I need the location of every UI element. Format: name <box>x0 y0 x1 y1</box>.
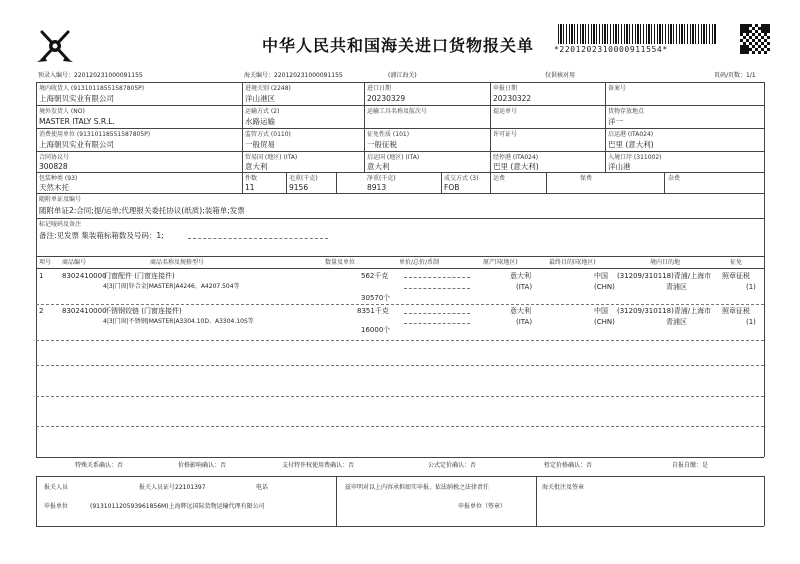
goods-district2: 青浦区 <box>666 283 687 291</box>
page-title: 中华人民共和国海关进口货物报关单 <box>262 36 535 55</box>
freight-label: 运费 <box>493 175 506 182</box>
entry-port-label: 进境关别 (2248) <box>245 85 291 92</box>
levy-nature-label: 征免性质 (101) <box>367 131 410 138</box>
entry-gate-label: 入境口岸 (311002) <box>608 154 662 161</box>
customs-number: 海关编号：220120231000091155 <box>244 72 343 79</box>
package-type-value: 天然木托 <box>39 183 69 192</box>
loading-port-value: 巴里 (意大利) <box>608 140 654 149</box>
entry-port-value: 洋山港区 <box>245 94 275 103</box>
transport-mode-value: 水路运输 <box>245 117 275 126</box>
gross-weight-value: 9156 <box>289 183 309 192</box>
transit-port-value: 巴里 (意大利) <box>493 162 539 171</box>
storage-label: 货物存放地点 <box>608 108 645 115</box>
goods-qty2: 16000个 <box>361 326 391 334</box>
goods-dest: 中国 <box>594 307 608 315</box>
qr-code <box>740 24 770 54</box>
goods-origin: 意大利 <box>510 272 531 280</box>
declarant-id: 报关人员证号22101397 <box>139 484 206 491</box>
col-origin: 原产国(地区) <box>483 259 518 266</box>
loading-port-label: 启运港 (ITA024) <box>608 131 654 138</box>
declare-date-label: 申报日期 <box>493 85 518 92</box>
transport-mode-label: 运输方式 (2) <box>245 108 280 115</box>
provisional-price-confirm: 暂定价格确认：否 <box>544 462 593 469</box>
goods-code: 8302410000 <box>62 307 107 315</box>
contract-label: 合同协议号 <box>39 154 70 161</box>
declare-unit-value: (913101120593961856M)上海辉远国际货物运输代理有限公司 <box>90 503 265 510</box>
goods-dest-code: (CHN) <box>594 318 615 326</box>
goods-origin-code: (ITA) <box>516 283 533 291</box>
vessel-label: 运输工具名称及航次号 <box>367 108 428 115</box>
deal-mode-value: FOB <box>444 183 460 192</box>
goods-qty1: 8351千克 <box>357 307 389 315</box>
goods-district: (31209/310118)青浦/上海市 <box>617 272 712 280</box>
customs-emblem-icon <box>34 26 76 68</box>
page-number: 页码/页数：1/1 <box>714 72 756 79</box>
consumer-value: 上海朝贝实业有限公司 <box>39 140 114 149</box>
goods-levy: 照章征税 <box>722 307 750 315</box>
goods-levy-code: (1) <box>746 283 756 291</box>
marks-label: 标记唛码及备注 <box>39 221 82 228</box>
bill-no-label: 提运单号 <box>493 108 518 115</box>
deal-mode-label: 成交方式 (3) <box>444 175 479 182</box>
col-qty: 数量及单位 <box>325 259 356 266</box>
shipper-label: 境外发货人 (NO) <box>39 108 85 115</box>
barcode-text: *2201202310000911554* <box>554 45 668 54</box>
transit-port-label: 经停港 (ITA024) <box>493 154 539 161</box>
col-name: 商品名称及规格型号 <box>150 259 205 266</box>
goods-origin: 意大利 <box>510 307 531 315</box>
goods-name: 门窗配件 (门窗连接件) <box>104 272 175 280</box>
customs-remarks: 海关批注及签章 <box>542 484 585 491</box>
goods-dest: 中国 <box>594 272 608 280</box>
col-levy: 征免 <box>730 259 743 266</box>
consignee-label: 境内收货人 (91310118551587805P) <box>39 85 145 92</box>
goods-spec: 4|3|门窗|不锈钢|MASTER|A3304.10D、A3304.10S等 <box>103 318 254 325</box>
net-weight-value: 8913 <box>367 183 387 192</box>
goods-levy: 照章征税 <box>722 272 750 280</box>
preentry-number: 预录入编号：220120231000091155 <box>38 72 143 79</box>
tel-label: 电话 <box>256 484 269 491</box>
special-relation-confirm: 特殊关系确认：否 <box>75 462 124 469</box>
pieces-label: 件数 <box>245 175 258 182</box>
goods-name: 不锈钢铰链 (门窗连接件) <box>104 307 182 315</box>
license-label: 许可证号 <box>493 131 518 138</box>
import-date-value: 20230329 <box>367 94 406 103</box>
pieces-value: 11 <box>245 183 255 192</box>
goods-district2: 青浦区 <box>666 318 687 326</box>
consignee-value: 上海朝贝实业有限公司 <box>39 94 114 103</box>
price-impact-confirm: 价格影响确认：否 <box>178 462 227 469</box>
supervision-label: 监管方式 (0110) <box>245 131 291 138</box>
record-no-label: 备案号 <box>608 85 627 92</box>
departure-country-label: 启运国 (地区) (ITA) <box>367 154 420 161</box>
trade-country-value: 意大利 <box>245 162 268 171</box>
gross-weight-label: 毛重(千克) <box>289 175 318 182</box>
col-code: 商品编号 <box>62 259 87 266</box>
port-note: (浦江海关) <box>388 72 417 79</box>
declare-unit-seal: 申报单位（签章） <box>458 503 507 510</box>
docs-label: 随附单证及编号 <box>39 196 82 203</box>
royalty-confirm: 支付特许权使用费确认：否 <box>282 462 355 469</box>
goods-no: 2 <box>39 307 44 315</box>
docs-value: 随附单证2:合同;提/运单;代理报关委托协议(纸质);装箱单;发票 <box>39 206 245 215</box>
col-no: 项号 <box>39 259 52 266</box>
goods-dest-code: (CHN) <box>594 283 615 291</box>
formula-price-confirm: 公式定价确认：否 <box>428 462 477 469</box>
barcode <box>558 24 716 44</box>
net-weight-label: 净重(千克) <box>367 175 396 182</box>
declaration-text: 兹申明对以上内容承担如实申报、依法纳税之法律责任 <box>345 484 490 491</box>
declare-date-value: 20230322 <box>493 94 532 103</box>
contract-value: 300828 <box>39 162 68 171</box>
consumer-label: 消费使用单位 (91310118551587805P) <box>39 131 151 138</box>
col-price: 单价/总价/币制 <box>399 259 440 266</box>
goods-origin-code: (ITA) <box>516 318 533 326</box>
self-pay-confirm: 自报自缴：是 <box>672 462 709 469</box>
insurance-label: 保费 <box>580 175 593 182</box>
goods-code: 8302410000 <box>62 272 107 280</box>
declare-unit-label: 申报单位 <box>44 503 69 510</box>
levy-nature-value: 一般征税 <box>367 140 397 149</box>
goods-no: 1 <box>39 272 44 280</box>
goods-qty1: 562千克 <box>361 272 389 280</box>
entry-gate-value: 洋山港 <box>608 162 631 171</box>
goods-qty2: 30570个 <box>361 294 391 302</box>
shipper-value: MASTER ITALY S.R.L. <box>39 117 115 126</box>
trade-country-label: 贸易国 (地区) (ITA) <box>245 154 298 161</box>
goods-levy-code: (1) <box>746 318 756 326</box>
goods-spec: 4|3|门窗|锌合金|MASTER|A4246、A4207.504等 <box>103 283 240 290</box>
departure-country-value: 意大利 <box>367 162 390 171</box>
usage-note: 仅供核对用 <box>545 72 576 79</box>
col-district: 境内目的地 <box>650 259 681 266</box>
supervision-value: 一般贸易 <box>245 140 275 149</box>
storage-value: 洋一 <box>608 117 623 126</box>
col-dest: 最终目的国(地区) <box>549 259 596 266</box>
import-date-label: 进口日期 <box>367 85 392 92</box>
misc-fee-label: 杂费 <box>668 175 681 182</box>
package-type-label: 包装种类 (93) <box>39 175 78 182</box>
goods-district: (31209/310118)青浦/上海市 <box>617 307 712 315</box>
marks-value: 备注:见发票 集装箱标箱数及号码：1; <box>39 231 164 240</box>
declarant-label: 报关人员 <box>44 484 69 491</box>
